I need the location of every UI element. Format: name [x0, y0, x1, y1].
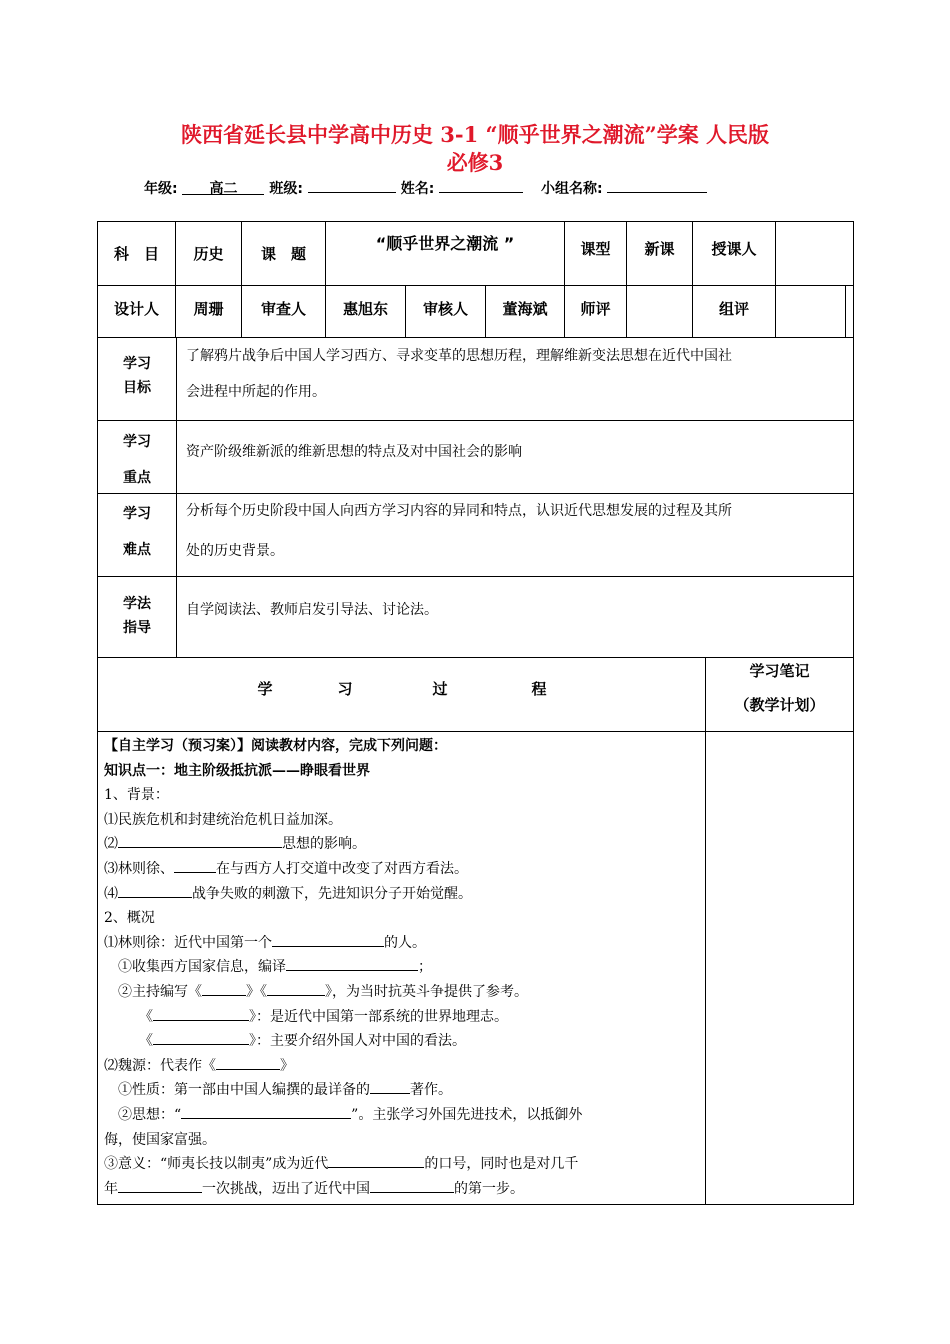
background-item-2	[104, 832, 704, 857]
difficult-label-line: 学习	[123, 506, 151, 522]
topic-value: “顺乎世界之潮流 ”	[375, 233, 515, 253]
goal-line: 了解鸦片战争后中国人学习西方、寻求变革的思想历程，理解维新变法思想在近代中国社	[186, 348, 732, 364]
designer-value: 周珊	[193, 299, 224, 318]
student-info-line	[144, 176, 707, 198]
key-text	[186, 434, 848, 470]
subject-label: 科 目	[113, 245, 159, 263]
text-segment: 《	[104, 1008, 153, 1025]
text-segment: ②主持编写《	[104, 983, 202, 1000]
name-label: 姓名:	[400, 181, 435, 197]
text-segment: ⑵	[104, 836, 118, 853]
table-rule	[97, 731, 854, 732]
background-item-3	[104, 857, 704, 882]
goal-label	[98, 352, 176, 400]
overview-item-2	[104, 1054, 704, 1079]
text-segment: 在与西方人打交道中改变了对西方看法。	[216, 860, 468, 877]
table-border-right	[853, 221, 854, 1204]
text-segment: ①收集西方国家信息，编译	[104, 959, 286, 976]
group-label: 小组名称:	[540, 181, 603, 197]
text-segment: 》	[280, 1057, 294, 1074]
text-segment: 的第一步。	[454, 1180, 524, 1197]
text-segment: 年	[104, 1180, 118, 1197]
blank-field[interactable]	[118, 882, 192, 898]
teacher-value[interactable]	[776, 222, 853, 285]
group-eval-field[interactable]	[776, 286, 845, 336]
blank-field[interactable]	[370, 1078, 410, 1094]
grade-value: 高二	[209, 181, 238, 197]
goal-text	[186, 338, 848, 410]
goal-line: 会进程中所起的作用。	[186, 384, 326, 400]
notes-subheader: （教学计划）	[734, 695, 825, 714]
group-field[interactable]	[607, 176, 707, 193]
teacher-eval-label: 师评	[580, 299, 611, 318]
knowledge-point-title: 知识点一：地主阶级抵抗派——睁眼看世界	[104, 762, 370, 779]
blank-field[interactable]	[370, 1177, 454, 1193]
text-segment: ②思想：“	[104, 1106, 182, 1123]
overview-item-2c	[104, 1152, 704, 1177]
text-segment: 著作。	[410, 1082, 452, 1099]
process-header-char: 学	[257, 679, 273, 698]
table-rule	[97, 420, 854, 421]
overview-item-2a	[104, 1078, 704, 1103]
overview-item-1b	[104, 980, 704, 1005]
preview-instruction: 【自主学习（预习案）】阅读教材内容，完成下列问题：	[104, 738, 447, 754]
table-rule	[845, 285, 846, 337]
difficult-line: 处的历史背景。	[186, 543, 284, 559]
method-label-line: 学法	[123, 596, 151, 612]
text-segment: 》《	[246, 983, 267, 1000]
overview-item-1d	[104, 1029, 704, 1054]
process-header-char: 过	[432, 679, 448, 698]
text-segment: ⑶林则徐、	[104, 860, 174, 877]
blank-field[interactable]	[153, 1029, 249, 1045]
name-field[interactable]	[439, 176, 523, 193]
background-item-4	[104, 882, 704, 907]
blank-field[interactable]	[328, 1152, 424, 1168]
difficult-line: 分析每个历史阶段中国人向西方学习内容的异同和特点，认识近代思想发展的过程及其所	[186, 503, 732, 519]
table-border-bottom	[97, 1204, 854, 1205]
table-rule	[176, 337, 177, 657]
text-segment: 》，为当时抗英斗争提供了参考。	[325, 983, 528, 1000]
key-label	[98, 424, 176, 496]
reviewer-label: 审查人	[260, 299, 306, 318]
key-label-line: 学习	[123, 434, 151, 450]
table-rule	[97, 576, 854, 577]
reviewer-value: 惠旭东	[342, 299, 388, 318]
overview-heading: 2、概况	[104, 910, 155, 927]
teacher-eval-field[interactable]	[627, 286, 692, 336]
lesson-type-label: 课型	[580, 239, 611, 258]
text-segment: 》：是近代中国第一部系统的世界地理志。	[249, 1008, 508, 1025]
notes-header: 学习笔记	[749, 661, 810, 680]
document-title-line1: 陕西省延长县中学高中历史 3-1 “顺乎世界之潮流”学案 人民版	[180, 122, 770, 147]
grade-label: 年级:	[144, 181, 178, 197]
text-segment: ⑷	[104, 885, 118, 902]
blank-field[interactable]	[272, 931, 384, 947]
designer-label: 设计人	[113, 299, 159, 318]
text-segment: ③意义：“师夷长技以制夷”成为近代	[104, 1156, 329, 1173]
text-segment: ⑴林则徐：近代中国第一个	[104, 934, 272, 951]
process-header-char: 程	[531, 679, 547, 698]
blank-field[interactable]	[286, 955, 418, 971]
blank-field[interactable]	[181, 1103, 351, 1119]
overview-item-2b	[104, 1103, 704, 1128]
grade-field[interactable]	[182, 178, 264, 195]
text-segment: ；	[418, 959, 432, 976]
class-field[interactable]	[308, 176, 396, 193]
goal-label-line: 目标	[123, 380, 151, 396]
process-content	[104, 734, 704, 1201]
text-segment: 《	[104, 1033, 153, 1050]
goal-label-line: 学习	[123, 356, 151, 372]
group-eval-label: 组评	[718, 299, 749, 318]
method-label	[98, 592, 176, 640]
text-segment: ”。主张学习外国先进技术，以抵御外	[351, 1106, 583, 1123]
difficult-label-line: 难点	[123, 542, 151, 558]
text-segment: 》：主要介绍外国人对中国的看法。	[249, 1033, 466, 1050]
blank-field[interactable]	[118, 1177, 202, 1193]
text-segment: ⑵魏源：代表作《	[104, 1057, 216, 1074]
blank-field[interactable]	[216, 1054, 280, 1070]
overview-item-1c	[104, 1005, 704, 1030]
process-header-char: 习	[337, 679, 353, 698]
method-text	[186, 592, 848, 628]
text-segment: 一次挑战，迈出了近代中国	[202, 1180, 370, 1197]
overview-item-1a	[104, 955, 704, 980]
text-segment: 思想的影响。	[282, 836, 366, 853]
blank-field[interactable]	[267, 980, 325, 996]
table-rule	[705, 657, 706, 1204]
class-label: 班级:	[269, 181, 303, 197]
checker-label: 审核人	[422, 299, 468, 318]
blank-field[interactable]	[118, 832, 282, 848]
method-line: 自学阅读法、教师启发引导法、讨论法。	[186, 602, 438, 618]
text-segment: ①性质：第一部由中国人编撰的最详备的	[104, 1082, 370, 1099]
blank-field[interactable]	[153, 1005, 249, 1021]
difficult-text	[186, 491, 848, 571]
document-title-line2: 必修3	[446, 150, 504, 175]
overview-item-2b-cont: 侮，使国家富强。	[104, 1131, 216, 1148]
key-label-line: 重点	[123, 470, 151, 486]
background-item-1: ⑴民族危机和封建统治危机日益加深。	[104, 811, 342, 828]
overview-item-2c-cont	[104, 1177, 704, 1202]
checker-value: 董海斌	[502, 299, 548, 318]
overview-item-1	[104, 931, 704, 956]
background-heading: 1、背景：	[104, 787, 169, 804]
text-segment: 的口号，同时也是对几千	[424, 1156, 579, 1173]
text-segment: 战争失败的刺激下，先进知识分子开始觉醒。	[192, 885, 472, 902]
blank-field[interactable]	[174, 857, 216, 873]
key-line: 资产阶级维新派的维新思想的特点及对中国社会的影响	[186, 444, 522, 460]
text-segment: 的人。	[384, 934, 426, 951]
method-label-line: 指导	[123, 620, 151, 636]
subject-value: 历史	[193, 245, 224, 263]
topic-label: 课 题	[260, 245, 306, 263]
difficult-label	[98, 496, 176, 568]
blank-field[interactable]	[202, 980, 246, 996]
lesson-type-value: 新课	[644, 239, 675, 258]
teacher-label: 授课人	[711, 239, 757, 258]
